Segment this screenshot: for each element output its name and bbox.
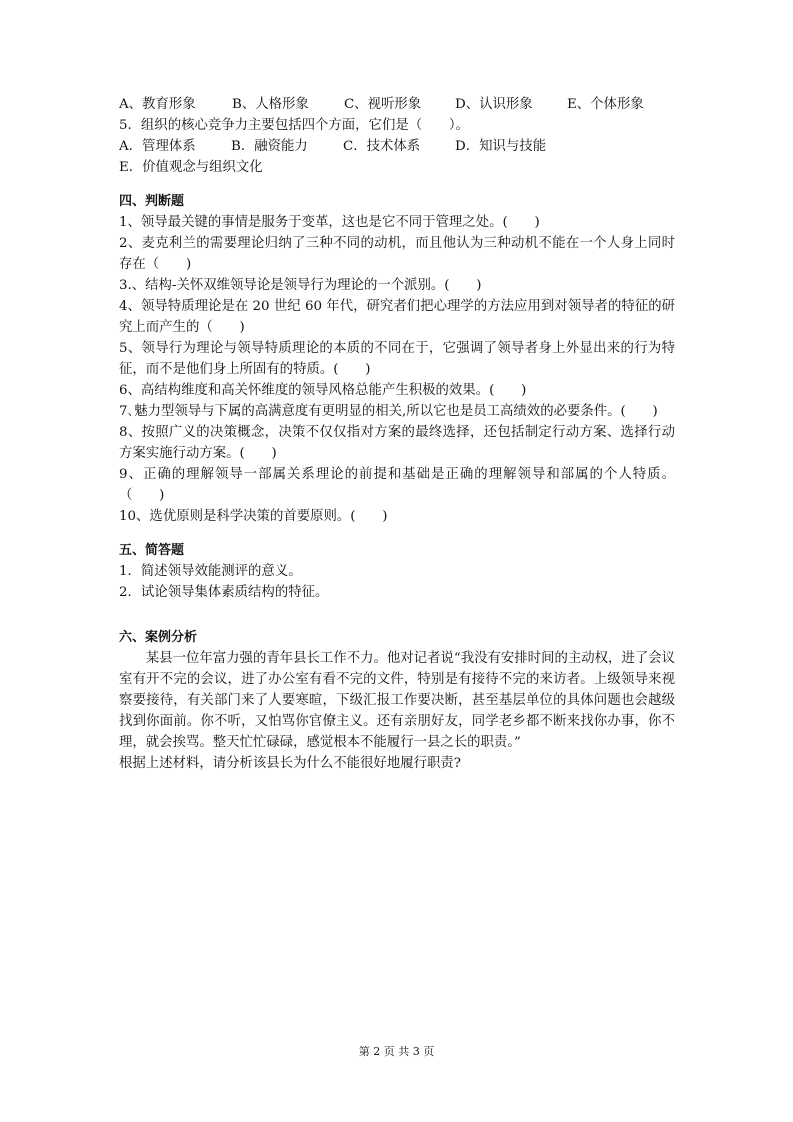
option-a: A、教育形象 [119,97,196,112]
judgment-item: 2、麦克利兰的需要理论归纳了三种不同的动机，而且他认为三种动机不能在一个人身上同时存在（ ) [119,236,675,272]
option-e-q5: E．价值观念与组织文化 [119,160,263,175]
option-b: B、人格形象 [232,97,309,112]
option-e: E、个体形象 [567,97,644,112]
section-5-heading: 五、简答题 [119,543,185,558]
short-answer-item: 2．试论领导集体素质结构的特征。 [119,585,329,600]
option-c: C．技术体系 [343,139,421,154]
page-number: 第 2 页 共 3 页 [358,1045,435,1058]
judgment-item: 10、选优原则是科学决策的首要原则。( ) [119,509,388,524]
option-c: C、视听形象 [344,97,422,112]
options-row-q4 [119,94,675,115]
judgment-item: 4、领导特质理论是在 20 世纪 60 年代，研究者们把心理学的方法应用到对领导者的特征的研究上而产生的（ ) [119,299,675,335]
section-4-heading: 四、判断题 [119,194,185,209]
section-6-heading: 六、案例分析 [119,630,198,645]
option-d: D、认识形象 [455,97,533,112]
case-question: 根据上述材料，请分析该县长为什么不能很好地履行职责? [119,756,461,771]
judgment-item: 6、高结构维度和高关怀维度的领导风格总能产生积极的效果。( ) [119,383,527,398]
judgment-item: 9、正确的理解领导一部属关系理论的前提和基础是正确的理解领导和部属的个人特质。（ ) [119,467,675,503]
option-a: A．管理体系 [119,139,196,154]
case-text: 某县一位年富力强的青年县长工作不力。他对记者说“我没有安排时间的主动权，进了会议室有开不完的会议，进了办公室有看不完的文件，特别是有接待不完的来访者。上级领导来视察要接待，有关部门来了人要寒暄，下级汇报工作要决断，甚至基层单位的具体问题也会越级找到你面前。你不听，又怕骂你官僚主义。还有亲朋好友，同学老乡都不断来找你办事，你不理，就会挨骂。整天忙忙碌碌，感觉根本不能履行一县之长的职责。” [119,651,675,750]
judgment-item: 8、按照广义的决策概念，决策不仅仅指对方案的最终选择，还包括制定行动方案、选择行动方案实施行动方案。( ) [119,425,675,461]
judgment-item: 3.、结构-关怀双维领导论是领导行为理论的一个派别。( ) [119,278,482,293]
judgment-item: 1、领导最关键的事情是服务于变革，这也是它不同于管理之处。( ) [119,215,540,230]
document-page [119,94,675,774]
judgment-item: 7､魅力型领导与下属的高满意度有更明显的相关,所以它也是员工高绩效的必要条件。( ) [119,404,658,419]
options-row-q5 [119,136,675,157]
question-5-stem: 5．组织的核心竞争力主要包括四个方面，它们是（ ）。 [119,118,469,133]
option-b: B．融资能力 [231,139,308,154]
short-answer-item: 1．简述领导效能测评的意义。 [119,564,302,579]
judgment-item: 5、领导行为理论与领导特质理论的本质的不同在于，它强调了领导者身上外显出来的行为特征，而不是他们身上所固有的特质。( ) [119,341,675,377]
option-d: D．知识与技能 [455,139,547,154]
